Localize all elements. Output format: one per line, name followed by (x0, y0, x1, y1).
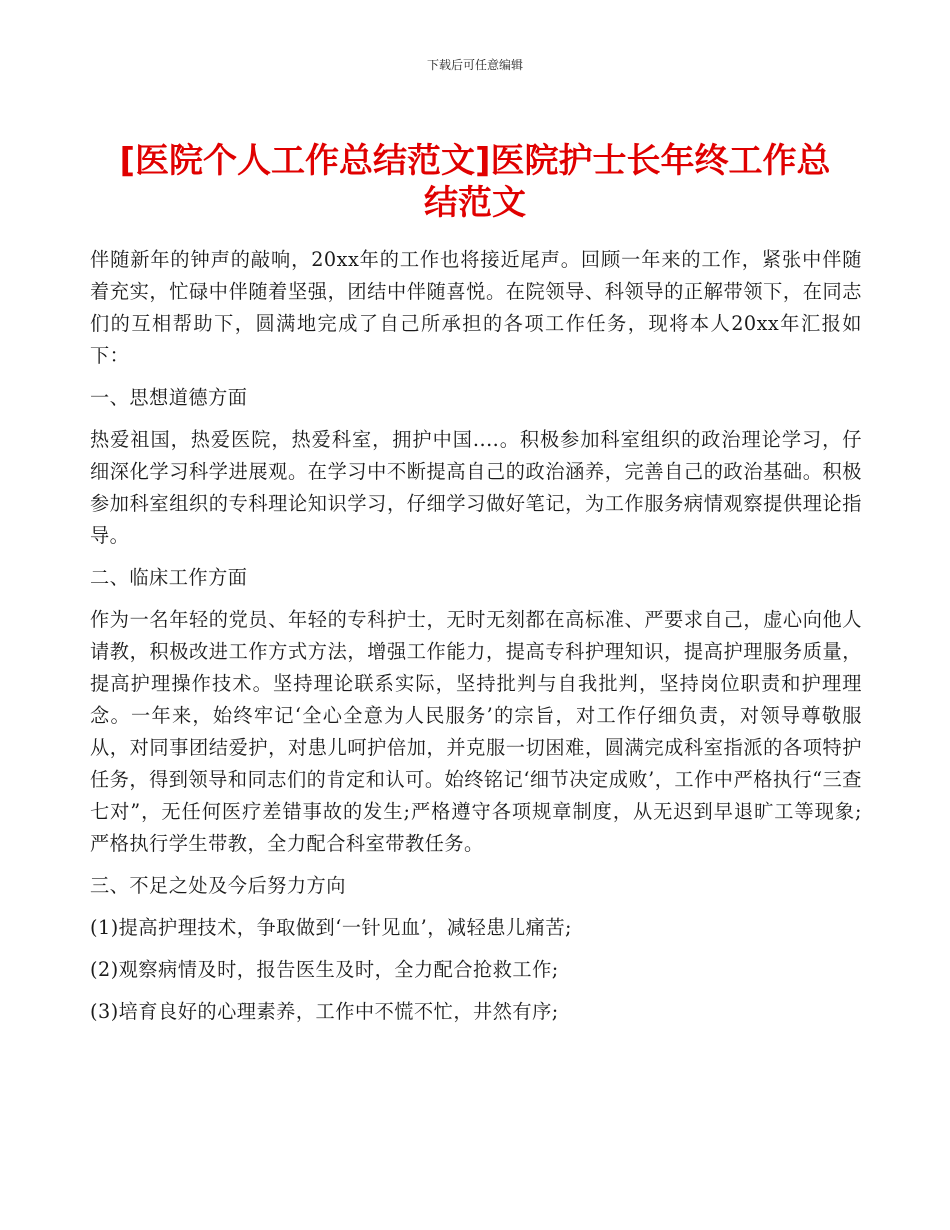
list-item: (3)培育良好的心理素养，工作中不慌不忙，井然有序; (90, 1000, 559, 1023)
list-item: (1)提高护理技术，争取做到‘一针见血’，减轻患儿痛苦; (90, 916, 572, 939)
section-body-clinical: 作为一名年轻的党员、年轻的专科护士，无时无刻都在高标准、严要求自己，虚心向他人请教，积极改进工作方式方法，增强工作能力，提高专科护理知识，提高护理服务质量，提高护理操作技术。坚持理论联系实际，坚持批判与自我批判，坚持岗位职责和护理理念。一年来，始终牢记‘全心全意为人民服务’的宗旨，对工作仔细负责，对领导尊敬服从，对同事团结爱护，对患儿呵护倍加，并克服一切困难，圆满完成科室指派的各项特护任务，得到领导和同志们的肯定和认可。始终铭记‘细节决定成败’，工作中严格执行“三查七对”，无任何医疗差错事故的发生;严格遵守各项规章制度，从无迟到早退旷工等现象;严格执行学生带教，全力配合科室带教任务。 (90, 608, 862, 855)
intro-paragraph: 伴随新年的钟声的敲响，20xx年的工作也将接近尾声。回顾一年来的工作，紧张中伴随着充实，忙碌中伴随着坚强，团结中伴随喜悦。在院领导、科领导的正解带领下，在同志们的互相帮助下，圆满地完成了自己所承担的各项工作任务，现将本人20xx年汇报如下： (90, 248, 862, 367)
header-note: 下载后可任意编辑 (426, 58, 523, 72)
section-heading-clinical: 二、临床工作方面 (90, 566, 248, 589)
document-title: [医院个人工作总结范文]医院护士长年终工作总结范文 (119, 141, 831, 223)
section-heading-ideology: 一、思想道德方面 (90, 386, 248, 409)
section-heading-improvement: 三、不足之处及今后努力方向 (90, 874, 346, 897)
section-body-ideology: 热爱祖国，热爱医院，热爱科室，拥护中国....。积极参加科室组织的政治理论学习，仔细深化学习科学进展观。在学习中不断提高自己的政治涵养，完善自己的政治基础。积极参加科室组织的专科理论知识学习，仔细学习做好笔记，为工作服务病情观察提供理论指导。 (90, 428, 862, 547)
document-body (90, 244, 862, 1038)
list-item: (2)观察病情及时，报告医生及时，全力配合抢救工作; (90, 958, 559, 981)
